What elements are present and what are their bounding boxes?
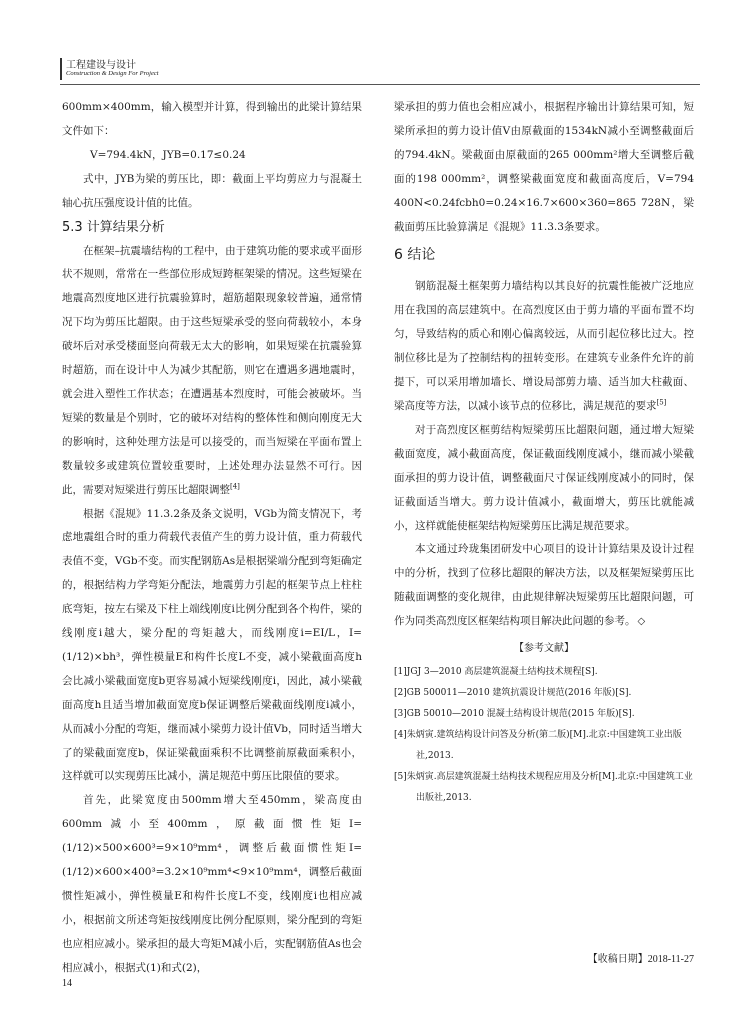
left-column xyxy=(62,96,362,981)
paragraph: 梁承担的剪力值也会相应减小，根据程序输出计算结果可知，短梁所承担的剪力设计值V由原截面的1534kN减小至调整截面后的794.4kN。梁截面由原截面的265 000mm²增大至调整后截面的198 000mm²，调整梁截面宽度和截面高度后，V=794 400N<0.24fcbh0=0.24×16.7×600×360=865 728N，梁截面剪压比验算满足《混规》11.3.3条要求。 xyxy=(394,101,694,233)
section-heading-5-3: 5.3 计算结果分析 xyxy=(62,219,165,235)
header-bar xyxy=(60,58,62,80)
paragraph: 式中，JYB为梁的剪压比，即：截面上平均剪应力与混凝土轴心抗压强度设计值的比值。 xyxy=(62,172,362,209)
journal-title-en: Construction & Design For Project xyxy=(66,70,159,77)
paragraph-text: 钢筋混凝土框架剪力墙结构以其良好的抗震性能被广泛地应用在我国的高层建筑中。在高烈度区由于剪力墙的平面布置不均匀，导致结构的质心和刚心偏离较远，从而引起位移比过大。控制位移比是为了控制结构的扭转变形。在建筑专业条件允许的前提下，可以采用增加墙长、增设局部剪力墙、适当加大柱截面、梁高度等方法，以减小该节点的位移比，满足规范的要求 xyxy=(394,280,694,412)
paragraph: 600mm×400mm，输入模型并计算，得到输出的此梁计算结果文件如下： xyxy=(62,101,362,137)
received-date: 【收稿日期】2018-11-27 xyxy=(587,954,694,965)
page-number: 14 xyxy=(62,978,72,989)
references-title: 【参考文献】 xyxy=(514,643,574,655)
end-mark-icon: ◇ xyxy=(637,616,646,628)
reference-item: [1]JGJ 3—2010 高层建筑混凝土结构技术规程[S]. xyxy=(394,667,598,678)
reference-item: [5]朱炳寅.高层建筑混凝土结构技术规程应用及分析[M].北京:中国建筑工业出版社,2013. xyxy=(394,772,693,804)
right-column xyxy=(394,96,694,809)
paragraph: 首先，此梁宽度由500mm增大至450mm，梁高度由600mm减小至400mm，原截面惯性矩I=(1/12)×500×600³=9×10⁹mm⁴，调整后截面惯性矩I=(1/12)×600×400³=3.2×10⁹mm⁴<9×10⁹mm⁴，调整后截面惯性矩减小，弹性模量E和构件长度L不变，线刚度i也相应减小，根据前文所述弯矩按线刚度比例分配原则，梁分配到的弯矩也应相应减小。梁承担的最大弯矩M减小后，实配钢筋值As也会相应减小，根据式(1)和式(2)， xyxy=(62,794,362,974)
header-rule xyxy=(60,84,700,85)
paragraph: 对于高烈度区框剪结构短梁剪压比超限问题，通过增大短梁截面宽度，减小截面高度，保证截面线刚度减小，继而减小梁截面承担的剪力设计值，调整截面尺寸保证线刚度减小的同时，保证截面适当增大。剪力设计值减小，截面增大，剪压比就能减小，这样就能使框架结构短梁剪压比满足规范要求。 xyxy=(394,423,694,532)
paragraph xyxy=(62,240,362,503)
paragraph: 根据《混规》11.3.2条及条文说明，VGb为简支情况下，考虑地震组合时的重力荷载代表值产生的剪力设计值，重力荷载代表值不变，VGb不变。而实配钢筋As是根据梁端分配到弯矩确定的，根据结构力学弯矩分配法，地震剪力引起的框架节点上柱柱底弯矩，按左右梁及下柱上端线刚度i比例分配到各个构件，梁的线刚度i越大，梁分配的弯矩越大，而线刚度i=EI/L，I=(1/12)×bh³，弹性模量E和构件长度L不变，减小梁截面高度h会比减小梁截面宽度b更容易减小短梁线刚度i，因此，减小梁截面高度h且适当增加截面宽度b保证调整后梁截面线刚度i减小，从而减小分配的弯矩，继而减小梁剪力设计值Vb，同时适当增大了的梁截面宽度b，保证梁截面乘积不比调整前原截面乘积小，这样就可以实现剪压比减小，满足规范中剪压比限值的要求。 xyxy=(62,507,362,783)
citation: [4] xyxy=(230,482,240,491)
section-heading-6: 6 结论 xyxy=(394,247,436,264)
reference-item: [3]GB 50010—2010 混凝土结构设计规范(2015 年版)[S]. xyxy=(394,709,635,720)
paragraph xyxy=(394,275,694,418)
reference-item: [2]GB 500011—2010 建筑抗震设计规范(2016 年版)[S]. xyxy=(394,688,632,699)
equation-result: V=794.4kN，JYB=0.17≤0.24 xyxy=(90,148,246,161)
reference-item: [4]朱炳寅.建筑结构设计问答及分析(第二版)[M].北京:中国建筑工业出版社,2013. xyxy=(394,730,682,762)
citation: [5] xyxy=(656,398,667,407)
paragraph xyxy=(394,538,694,634)
paragraph-text: 本文通过玲珑集团研发中心项目的设计计算结果及设计过程中的分析，找到了位移比超限的解决方法，以及框架短梁剪压比随截面调整的变化规律，由此规律解决短梁剪压比超限问题，可作为同类高烈度区框架结构项目解决此问题的参考。 xyxy=(394,543,694,628)
paragraph-text: 在框架–抗震墙结构的工程中，由于建筑功能的要求或平面形状不规则，常常在一些部位形成短跨框架梁的情况。这些短梁在地震高烈度地区进行抗震验算时，超筋超限现象较普遍，通常情况下均为剪压比超限。由于这些短梁承受的竖向荷载较小，本身破坏后对承受楼面竖向荷载无太大的影响，如果短梁在抗震验算时超筋，而在设计中人为减少其配筋，则它在遭遇多遇地震时，就会进入塑性工作状态；在遭遇基本烈度时，可能会被破坏。当短梁的数量是个别时，它的破坏对结构的整体性和侧向刚度无大的影响时，这种处理方法是可以接受的，而当短梁在平面布置上数量较多或建筑位置较重要时，上述处理办法显然不可行。因此，需要对短梁进行剪压比超限调整 xyxy=(62,244,362,496)
reference-list xyxy=(394,662,694,809)
journal-title-cn: 工程建设与设计 xyxy=(66,60,136,71)
